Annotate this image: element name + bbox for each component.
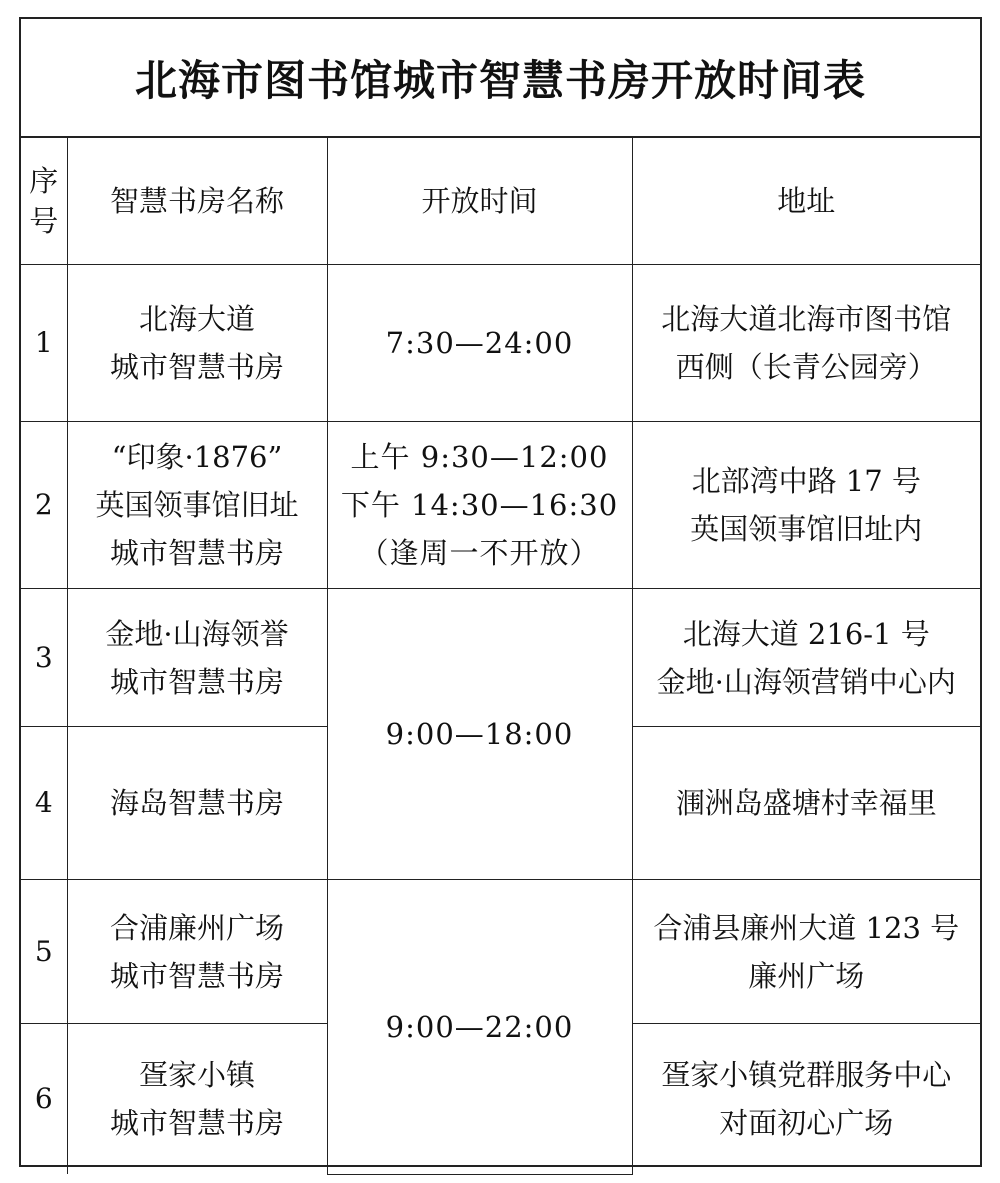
- address: [632, 727, 980, 880]
- table-row: [21, 422, 980, 589]
- room-name-line: 海岛智慧书房: [109, 786, 284, 820]
- room-name-line: 北海大道: [138, 302, 255, 336]
- header-hours: 开放时间: [327, 138, 632, 265]
- address: [632, 589, 980, 727]
- room-name-line: 合浦廉州广场: [109, 910, 284, 945]
- room-name-line: 城市智慧书房: [109, 664, 284, 699]
- opening-hours: [327, 265, 632, 422]
- opening-hours-line: 7:30—24:00: [385, 326, 574, 360]
- address-line: 疍家小镇党群服务中心: [661, 1058, 952, 1092]
- opening-hours: [327, 422, 632, 589]
- address: [632, 880, 980, 1024]
- row-number: 4: [21, 727, 67, 880]
- room-name-line: 疍家小镇: [138, 1058, 255, 1092]
- room-name: [67, 1024, 327, 1175]
- table-row: [21, 589, 980, 727]
- row-number: 6: [21, 1024, 67, 1175]
- address-line: 北海大道北海市图书馆: [661, 302, 952, 336]
- room-name: [67, 422, 327, 589]
- opening-hours-line: （逢周一不开放）: [359, 536, 600, 570]
- opening-hours-shared: 9:00—18:00: [327, 589, 632, 880]
- header-seq-line1: 序: [29, 164, 59, 198]
- address-line: 西侧（长青公园旁）: [675, 350, 937, 384]
- row-number: 5: [21, 880, 67, 1024]
- header-address: 地址: [632, 138, 980, 265]
- room-name-line: 城市智慧书房: [109, 536, 284, 570]
- schedule-table: [21, 138, 980, 1175]
- room-name-line: “印象·1876”: [111, 440, 283, 474]
- address: [632, 422, 980, 589]
- address-line: 涠洲岛盛塘村幸福里: [675, 786, 937, 820]
- schedule-sheet: [19, 17, 982, 1167]
- table-row: [21, 265, 980, 422]
- room-name: [67, 727, 327, 880]
- room-name-line: 城市智慧书房: [109, 350, 284, 384]
- address-line: 金地·山海领营销中心内: [656, 664, 956, 699]
- address: [632, 1024, 980, 1175]
- address-line: 北部湾中路 17 号: [691, 464, 921, 498]
- opening-hours-line: 上午 9:30—12:00: [350, 440, 609, 474]
- row-number: 3: [21, 589, 67, 727]
- table-header-row: [21, 138, 980, 265]
- header-seq: [21, 138, 67, 265]
- row-number: 2: [21, 422, 67, 589]
- table-row: [21, 880, 980, 1024]
- opening-hours-line: 下午 14:30—16:30: [340, 488, 619, 522]
- room-name: [67, 589, 327, 727]
- room-name-line: 英国领事馆旧址: [95, 488, 299, 522]
- address: [632, 265, 980, 422]
- address-line: 廉州广场: [748, 958, 865, 993]
- room-name: [67, 880, 327, 1024]
- page-title: 北海市图书馆城市智慧书房开放时间表: [21, 19, 980, 138]
- row-number: 1: [21, 265, 67, 422]
- room-name-line: 城市智慧书房: [109, 958, 284, 993]
- opening-hours-shared: 9:00—22:00: [327, 880, 632, 1175]
- address-line: 对面初心广场: [719, 1106, 894, 1140]
- room-name: [67, 265, 327, 422]
- header-name: 智慧书房名称: [67, 138, 327, 265]
- room-name-line: 城市智慧书房: [109, 1106, 284, 1140]
- address-line: 合浦县廉州大道 123 号: [653, 910, 960, 945]
- address-line: 英国领事馆旧址内: [690, 512, 923, 546]
- room-name-line: 金地·山海领誉: [105, 616, 289, 651]
- address-line: 北海大道 216-1 号: [682, 616, 930, 651]
- header-seq-line2: 号: [29, 204, 59, 238]
